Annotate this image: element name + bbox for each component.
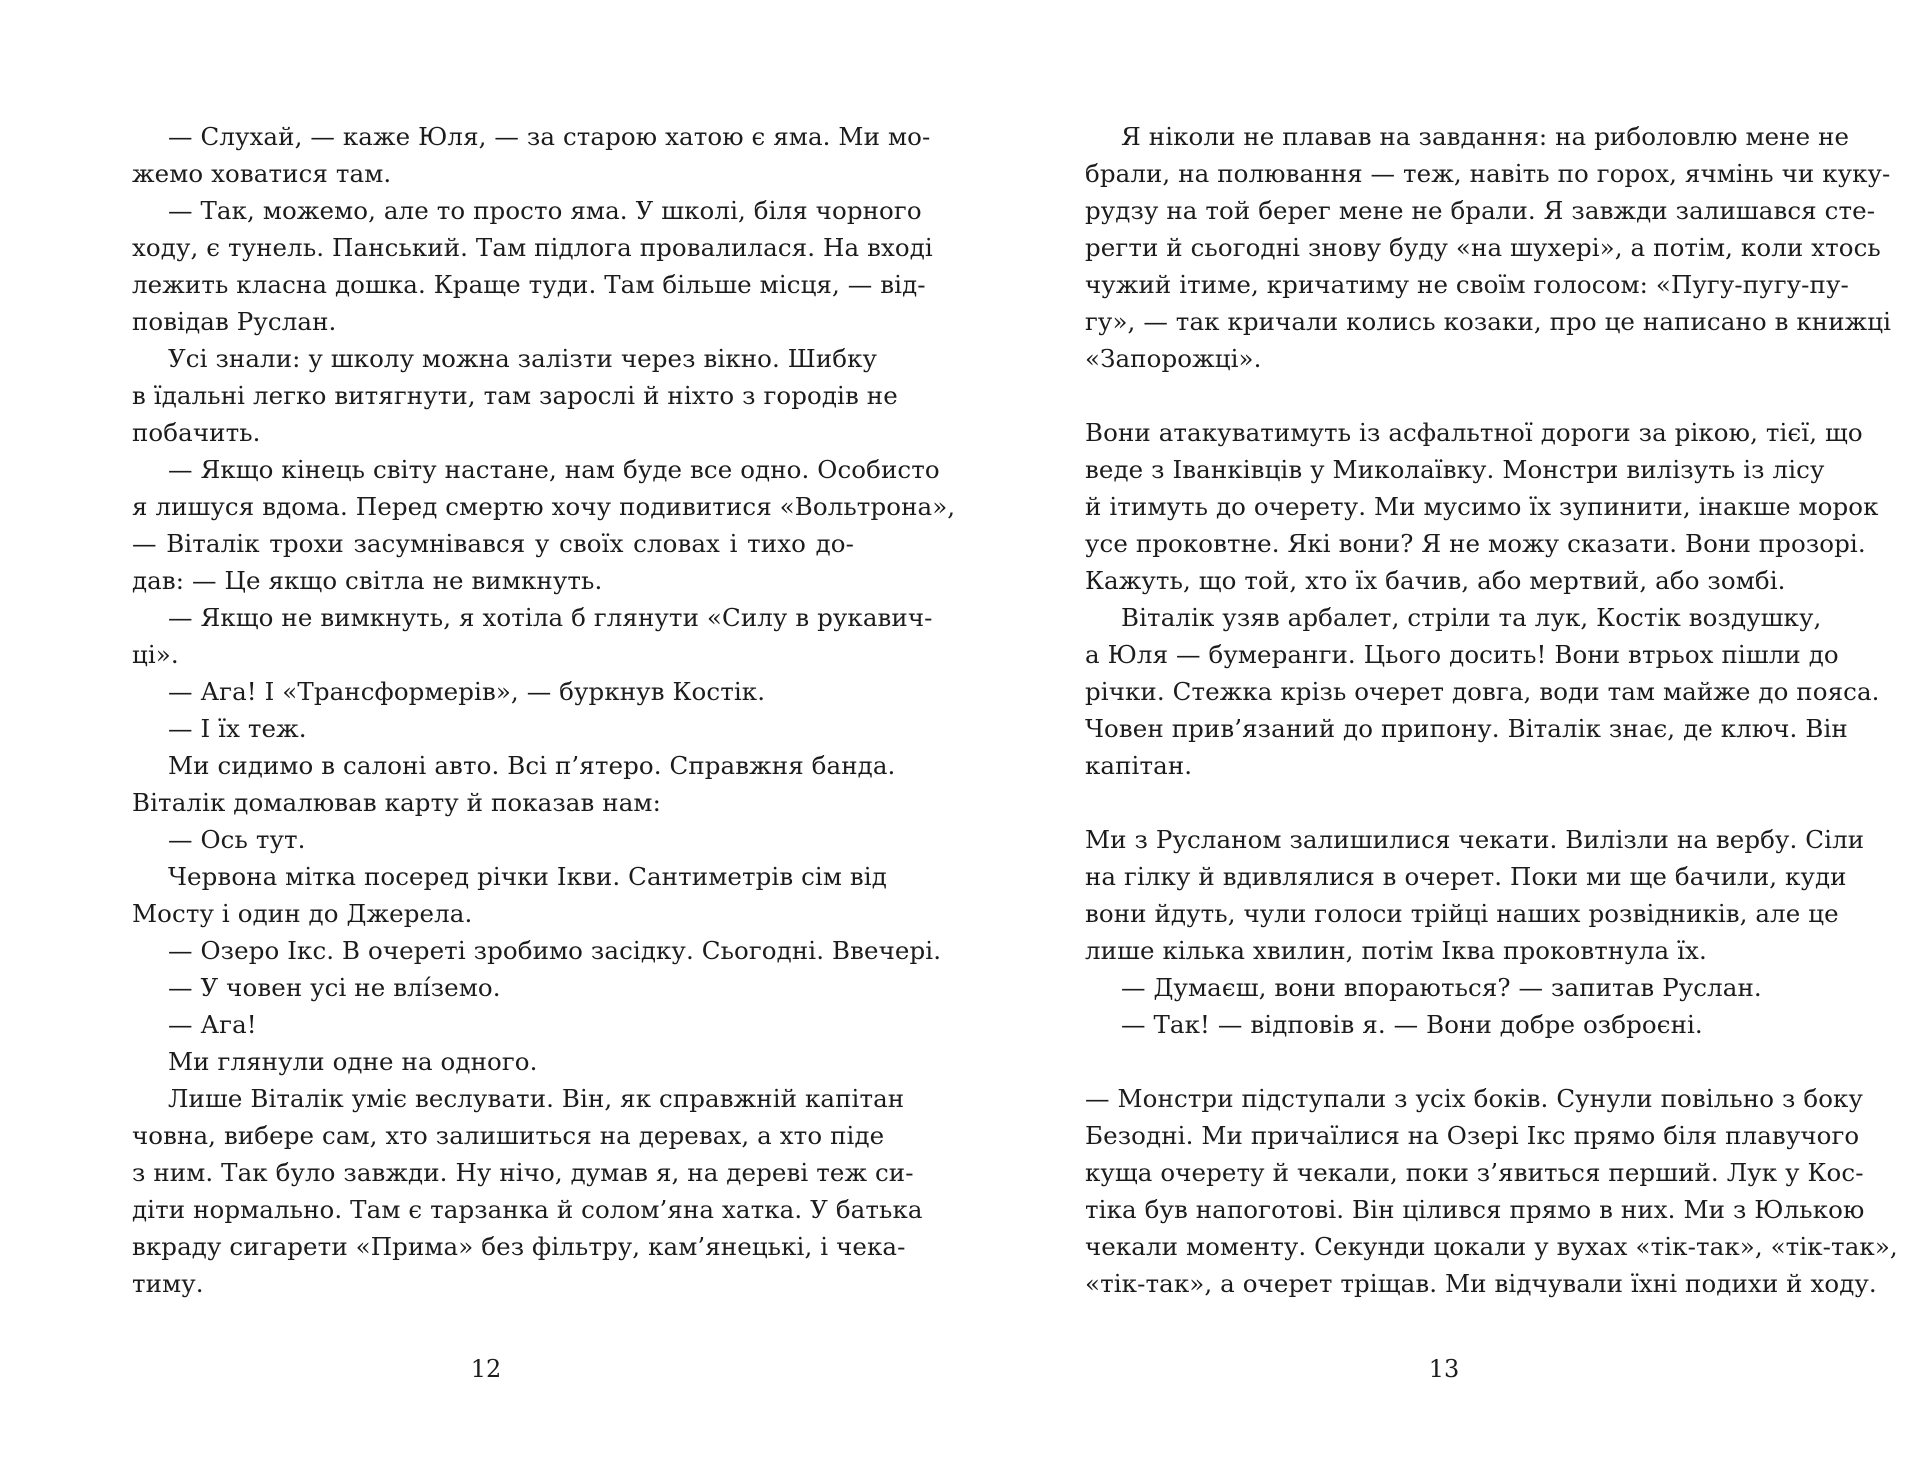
- text-line: — У човен усі не влíземо.: [168, 973, 501, 1002]
- text-line: веде з Іванківців у Миколаївку. Монстри вилізуть із лісу: [1085, 455, 1825, 484]
- text-line: Віталік узяв арбалет, стріли та лук, Костік воздушку,: [1121, 603, 1822, 632]
- text-line: Ми сидимо в салоні авто. Всі п’ятеро. Справжня банда.: [168, 751, 896, 780]
- text-line: Човен прив’язаний до припону. Віталік знає, де ключ. Він: [1085, 714, 1848, 743]
- text-line: Я ніколи не плавав на завдання: на риболовлю мене не: [1121, 122, 1850, 151]
- text-line: — Віталік трохи засумнівався у своїх словах і тихо до-: [132, 529, 854, 558]
- text-line: рудзу на той берег мене не брали. Я завжди залишався сте-: [1085, 196, 1876, 225]
- text-line: на гілку й вдивлялися в очерет. Поки ми ще бачили, куди: [1085, 862, 1847, 891]
- text-line: Усі знали: у школу можна залізти через вікно. Шибку: [168, 344, 878, 373]
- left-page-text: [132, 118, 956, 1302]
- text-line: річки. Стежка крізь очерет довга, води там майже до пояса.: [1085, 677, 1880, 706]
- text-line: лежить класна дошка. Краще туди. Там більше місця, — від-: [132, 270, 926, 299]
- right-page-text: [1085, 118, 1898, 1302]
- text-line: Мосту і один до Джерела.: [132, 899, 473, 928]
- text-line: й ітимуть до очерету. Ми мусимо їх зупинити, інакше морок: [1085, 492, 1879, 521]
- text-line: регти й сьогодні знову буду «на шухері», а потім, коли хтось: [1085, 233, 1881, 262]
- text-line: тіка був напоготові. Він цілився прямо в них. Ми з Юлькою: [1085, 1195, 1865, 1224]
- page-number-right: 13: [1428, 1355, 1460, 1383]
- text-line: повідав Руслан.: [132, 307, 337, 336]
- text-line: вкраду сигарети «Прима» без фільтру, кам’янецькі, і чека-: [132, 1232, 906, 1261]
- text-line: — Думаєш, вони впораються? — запитав Руслан.: [1121, 973, 1762, 1002]
- text-line: чужий ітиме, кричатиму не своїм голосом: «Пугу-пугу-пу-: [1085, 270, 1849, 299]
- text-line: — Якщо кінець світу настане, нам буде все одно. Особисто: [168, 455, 940, 484]
- text-line: Ми з Русланом залишилися чекати. Вилізли на вербу. Сіли: [1085, 825, 1865, 854]
- text-line: «тік-так», а очерет тріщав. Ми відчували їхні подихи й ходу.: [1085, 1269, 1877, 1298]
- text-line: — Так, можемо, але то просто яма. У школі, біля чорного: [168, 196, 922, 225]
- text-line: Червона мітка посеред річки Ікви. Сантиметрів сім від: [168, 862, 887, 891]
- text-line: — Ага! І «Трансформерів», — буркнув Костік.: [168, 677, 766, 706]
- text-line: тиму.: [132, 1269, 204, 1298]
- text-line: Вони атакуватимуть із асфальтної дороги за рікою, тієї, що: [1085, 418, 1863, 447]
- text-line: діти нормально. Там є тарзанка й солом’яна хатка. У батька: [132, 1195, 923, 1224]
- text-line: а Юля — бумеранги. Цього досить! Вони втрьох пішли до: [1085, 640, 1839, 669]
- text-line: — Так! — відповів я. — Вони добре озброєні.: [1121, 1010, 1703, 1039]
- text-line: Лише Віталік уміє веслувати. Він, як справжній капітан: [168, 1084, 905, 1113]
- text-line: — Ось тут.: [168, 825, 306, 854]
- text-line: капітан.: [1085, 751, 1193, 780]
- text-line: Безодні. Ми причаїлися на Озері Ікс прямо біля плавучого: [1085, 1121, 1860, 1150]
- text-line: — Монстри підступали з усіх боків. Сунули повільно з боку: [1085, 1084, 1863, 1113]
- text-line: Віталік домалював карту й показав нам:: [132, 788, 661, 817]
- text-line: усе проковтне. Які вони? Я не можу сказати. Вони прозорі.: [1085, 529, 1866, 558]
- text-line: ці».: [132, 640, 179, 669]
- text-line: в їдальні легко витягнути, там зарослі й ніхто з городів не: [132, 381, 898, 410]
- text-line: Кажуть, що той, хто їх бачив, або мертвий, або зомбі.: [1085, 566, 1786, 595]
- paragraph-gap: [1085, 784, 1804, 821]
- text-line: гу», — так кричали колись козаки, про це написано в книжці: [1085, 307, 1892, 336]
- text-line: — Ага!: [168, 1010, 257, 1039]
- text-line: брали, на полювання — теж, навіть по горох, ячмінь чи куку-: [1085, 159, 1891, 188]
- text-line: — Якщо не вимкнуть, я хотіла б глянути «Силу в рукавич-: [168, 603, 933, 632]
- text-line: лише кілька хвилин, потім Іква проковтнула їх.: [1085, 936, 1707, 965]
- text-line: вони йдуть, чули голоси трійці наших розвідників, але це: [1085, 899, 1839, 928]
- text-line: з ним. Так було завжди. Ну нічо, думав я, на дереві теж си-: [132, 1158, 914, 1187]
- text-line: чекали моменту. Секунди цокали у вухах «тік-так», «тік-так»,: [1085, 1232, 1898, 1261]
- text-line: «Запорожці».: [1085, 344, 1262, 373]
- text-line: я лишуся вдома. Перед смертю хочу подивитися «Вольтрона»,: [132, 492, 956, 521]
- paragraph-gap: [1085, 377, 1804, 414]
- text-line: жемо ховатися там.: [132, 159, 392, 188]
- text-line: побачить.: [132, 418, 261, 447]
- text-line: дав: — Це якщо світла не вимкнуть.: [132, 566, 603, 595]
- page-number-left: 12: [470, 1355, 502, 1383]
- text-line: Ми глянули одне на одного.: [168, 1047, 538, 1076]
- text-line: куща очерету й чекали, поки з’явиться перший. Лук у Кос-: [1085, 1158, 1864, 1187]
- text-line: — Слухай, — каже Юля, — за старою хатою є яма. Ми мо-: [168, 122, 931, 151]
- text-line: човна, вибере сам, хто залишиться на деревах, а хто піде: [132, 1121, 885, 1150]
- text-line: — Озеро Ікс. В очереті зробимо засідку. Сьогодні. Ввечері.: [168, 936, 942, 965]
- text-line: — І їх теж.: [168, 714, 307, 743]
- text-line: ходу, є тунель. Панський. Там підлога провалилася. На вході: [132, 233, 933, 262]
- paragraph-gap: [1085, 1043, 1804, 1080]
